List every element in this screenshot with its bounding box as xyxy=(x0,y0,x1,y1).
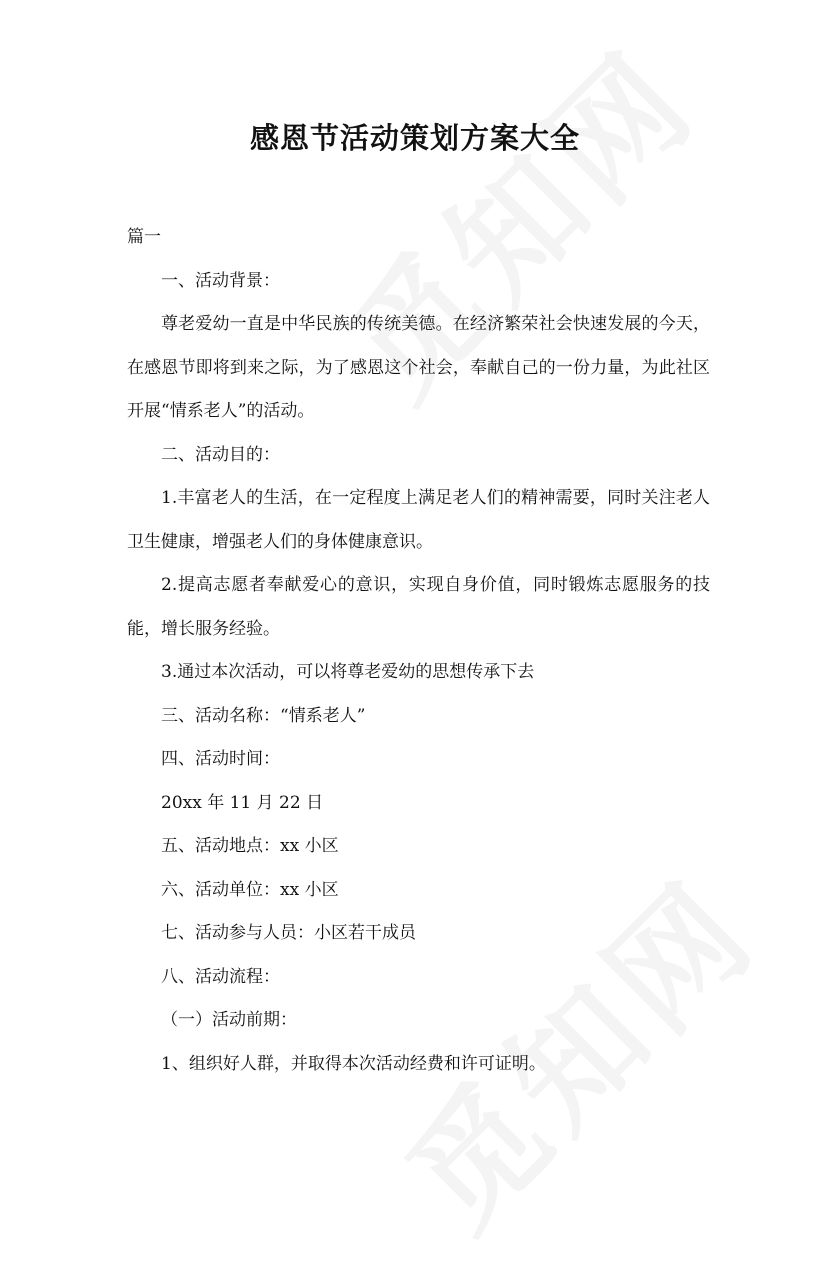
background-heading: 一、活动背景： xyxy=(161,270,280,291)
document-body xyxy=(127,216,710,1086)
time-heading: 四、活动时间： xyxy=(161,749,280,769)
purpose-heading: 二、活动目的： xyxy=(161,444,280,465)
section-label: 篇一 xyxy=(127,227,161,247)
purpose-item-1: 1.丰富老人的生活，在一定程度上满足老人们的精神需要，同时关注老人卫生健康，增强老人们的身体健康意识。 xyxy=(127,488,710,552)
process-heading: 八、活动流程： xyxy=(161,966,280,987)
purpose-item-2: 2.提高志愿者奉献爱心的意识，实现自身价值，同时锻炼志愿服务的技能，增长服务经验。 xyxy=(127,575,710,639)
unit-line: 六、活动单位：xx 小区 xyxy=(161,879,339,900)
time-value: 20xx 年 11 月 22 日 xyxy=(161,792,324,813)
phase-item-1: 1、组织好人群，并取得本次活动经费和许可证明。 xyxy=(161,1053,546,1074)
document-title: 感恩节活动策划方案大全 xyxy=(249,121,580,155)
phase-heading: （一）活动前期： xyxy=(161,1010,297,1030)
purpose-item-3: 3.通过本次活动，可以将尊老爱幼的思想传承下去 xyxy=(161,662,535,682)
background-paragraph: 尊老爱幼一直是中华民族的传统美德。在经济繁荣社会快速发展的今天，在感恩节即将到来之际，为了感恩这个社会，奉献自己的一份力量，为此社区开展“情系老人”的活动。 xyxy=(127,314,710,421)
location-line: 五、活动地点：xx 小区 xyxy=(161,836,339,856)
participants-line: 七、活动参与人员：小区若干成员 xyxy=(161,923,416,943)
activity-name-line: 三、活动名称：“情系老人” xyxy=(161,705,366,726)
